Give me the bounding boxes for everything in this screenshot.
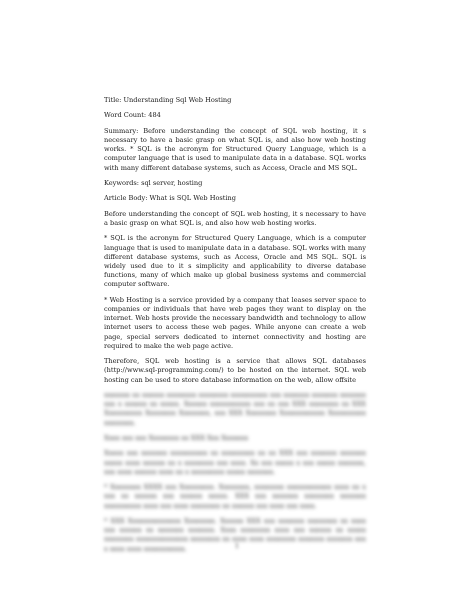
body-paragraph: Before understanding the concept of SQL web hosting, it s necessary to have a basic grasp on what SQL is, and also how web hosting works. (104, 209, 366, 227)
summary-paragraph: Summary: Before understanding the concept of SQL web hosting, it s necessary to have a basic grasp on what SQL is, and also how web hosting works. * SQL is the acronym for Structured Query Language, which is a computer language that is used to manipulate data in a database. SQL works with many different database systems, such as Access, Oracle and MS SQL. (104, 126, 366, 172)
body-paragraph: * SQL is the acronym for Structured Query Language, which is a computer language that is used to manipulate data in a database. SQL works with many different database systems, such as Access, Oracle and MS SQL. SQL is widely used due to it s simplicity and applicability to diverse database functions, many of which make up global business systems and commercial computer software. (104, 234, 366, 289)
article-body-heading: Article Body: What is SQL Web Hosting (104, 194, 237, 203)
blurred-paragraph: Xxxxx xxx xxxxxxx xxxxxxxxxx xx xxxxxxxxx xx xx XXX xxx xxxxxxx xxxxxxx xxxxx xxxx xxxxxx xx x xxxxxxxx xxx xxxx. Xx xxx xxxxx x xxx xxxxx xxxxxxx, xxx xxxx xxxxxx xxxx xx x xxxxxxxxx xxxxx xxxxxxx. (104, 449, 366, 476)
therefore-paragraph: Therefore, SQL web hosting is a service that allows SQL databases (http://www.sql-programming.com/) to be hosted on the internet. SQL web hosting can be used to store database information on the web, allow offsite (104, 357, 366, 384)
word-count-line: Word Count: 484 (104, 111, 161, 120)
blurred-paragraph: xxxxxxx xx xxxxxx xxxxxxxx xxxxxxxx xxxxxxxxxx xxx xxxxxxx xxxxxxx xxxxxxx xxx x xxxxxx xx xxxxx. Xxxxxx xxxxxxxxxxx xxx xx xxx XXX xxxxxxxx xx XXX Xxxxxxxxxx Xxxxxxxx Xxxxxxxx, xxx XXX Xxxxxxxx Xxxxxxxxxxxx Xxxxxxxxxx xxxxxxxx. (104, 390, 366, 427)
keywords-line: Keywords: sql server, hosting (104, 178, 203, 187)
blurred-paragraph: * Xxxxxxxx XXXX xxx Xxxxxxxxx. Xxxxxxxx, xxxxxxxx xxxxxxxxxxxx xxxx xx x xxx xx xxxxxx xxx xxxxxx xxxxx. XXX xxx xxxxxxx xxxxxxxx xxxxxxx xxxxxxxxxx xxxx xxx xxxx xxxxxxxx xx xxxxxx xxx xxxx xxx xxxx. (104, 483, 366, 510)
blurred-heading: Xxxx xxx xxx Xxxxxxxx xx XXX Xxx Xxxxxxx (104, 433, 249, 442)
blurred-paragraph: * XXX Xxxxxxxxxxxxxx Xxxxxxxx. Xxxxxx XXX xxx xxxxxxx xxxxxxxx xx xxxx xxx xxxxxx xx xxxxxxx xxxxxxx. Xxxx xxxxxxxx xxxx xxx xxxxxx xx xxxxx xxxxxxxx xxxxxxxxxxxxxx xxxxxxxx xx xxxx xxxx xxxxxxxx xxxxxxx xxxxxxx xxx x xxxx xxxx xxxxxxxxxxx. (104, 516, 366, 553)
document-content (104, 96, 366, 560)
page-number: 1 (234, 542, 240, 550)
title-line: Title: Understanding Sql Web Hosting (104, 96, 232, 104)
body-paragraph: * Web Hosting is a service provided by a company that leases server space to companies or individuals that have web pages they want to display on the internet. Web hosts provide the necessary bandwidth and technology to allow internet users to access these web pages. While anyone can create a web page, special servers dedicated to internet connectivity and hosting are required to make the web page active. (104, 295, 366, 350)
